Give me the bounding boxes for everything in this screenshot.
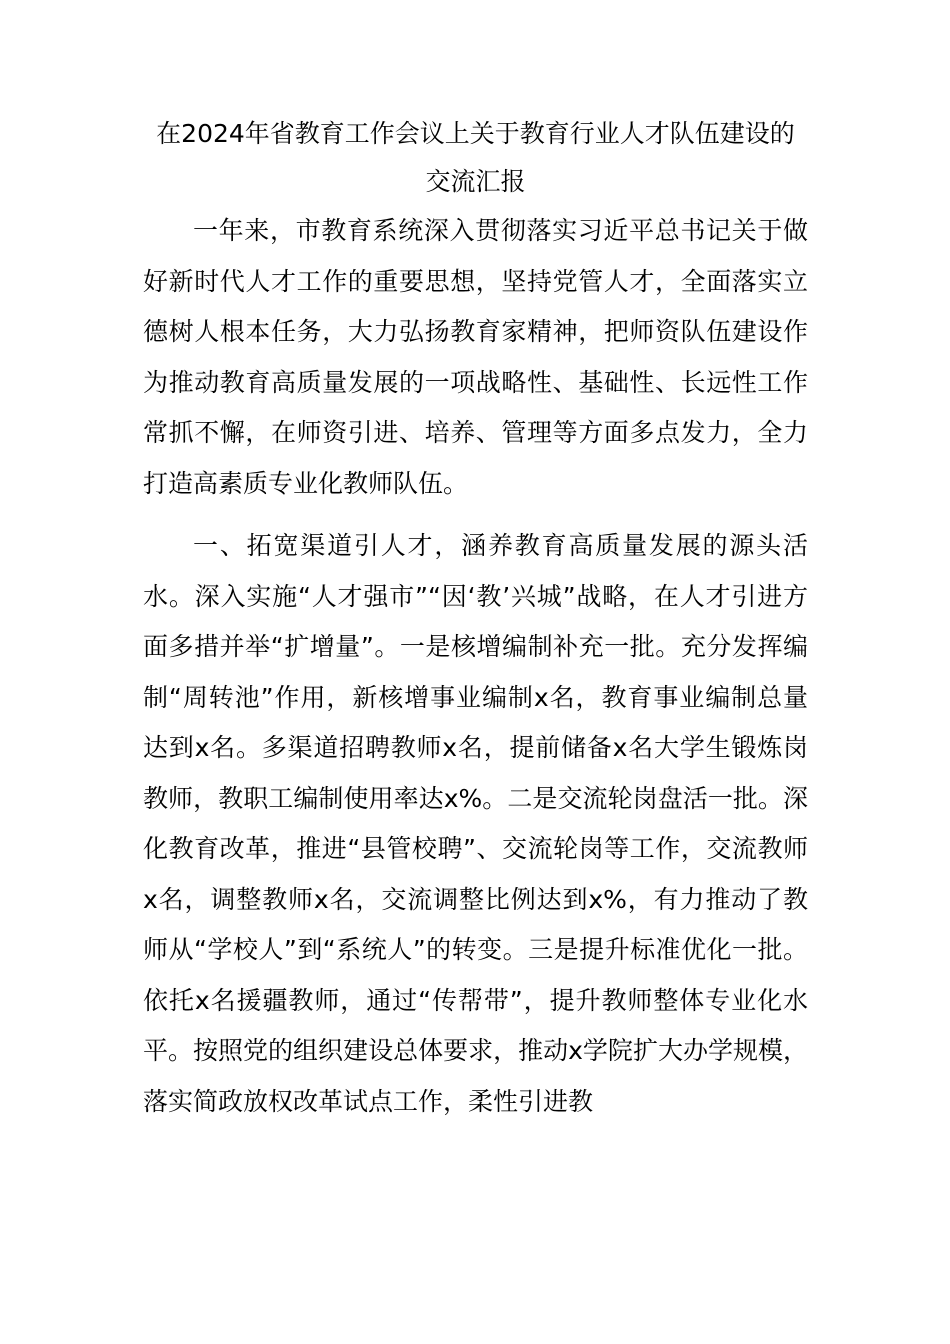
document-page <box>143 110 808 1127</box>
intro-paragraph: 一年来，市教育系统深入贯彻落实习近平总书记关于做好新时代人才工作的重要思想，坚持党管人才，全面落实立德树人根本任务，大力弘扬教育家精神，把师资队伍建设作为推动教育高质量发展的一项战略性、基础性、长远性工作常抓不懈，在师资引进、培养、管理等方面多点发力，全力打造高素质专业化教师队伍。 <box>143 216 808 498</box>
document-title <box>143 110 808 206</box>
title-line-2: 交流汇报 <box>425 167 526 196</box>
paragraph-gap <box>143 509 808 521</box>
section-one-paragraph: 一、拓宽渠道引人才，涵养教育高质量发展的源头活水。深入实施“人才强市”“因‘教’兴城”战略，在人才引进方面多措并举“扩增量”。一是核增编制补充一批。充分发挥编制“周转池”作用，新核增事业编制x名，教育事业编制总量达到x名。多渠道招聘教师x名，提前储备x名大学生锻炼岗教师，教职工编制使用率达x%。二是交流轮岗盘活一批。深化教育改革，推进“县管校聘”、交流轮岗等工作，交流教师x名，调整教师x名，交流调整比例达到x%，有力推动了教师从“学校人”到“系统人”的转变。三是提升标准优化一批。依托x名援疆教师，通过“传帮带”，提升教师整体专业化水平。按照党的组织建设总体要求，推动x学院扩大办学规模，落实简政放权改革试点工作，柔性引进教 <box>143 531 808 1116</box>
title-line-1: 在2024年省教育工作会议上关于教育行业人才队伍建设的 <box>156 119 795 148</box>
